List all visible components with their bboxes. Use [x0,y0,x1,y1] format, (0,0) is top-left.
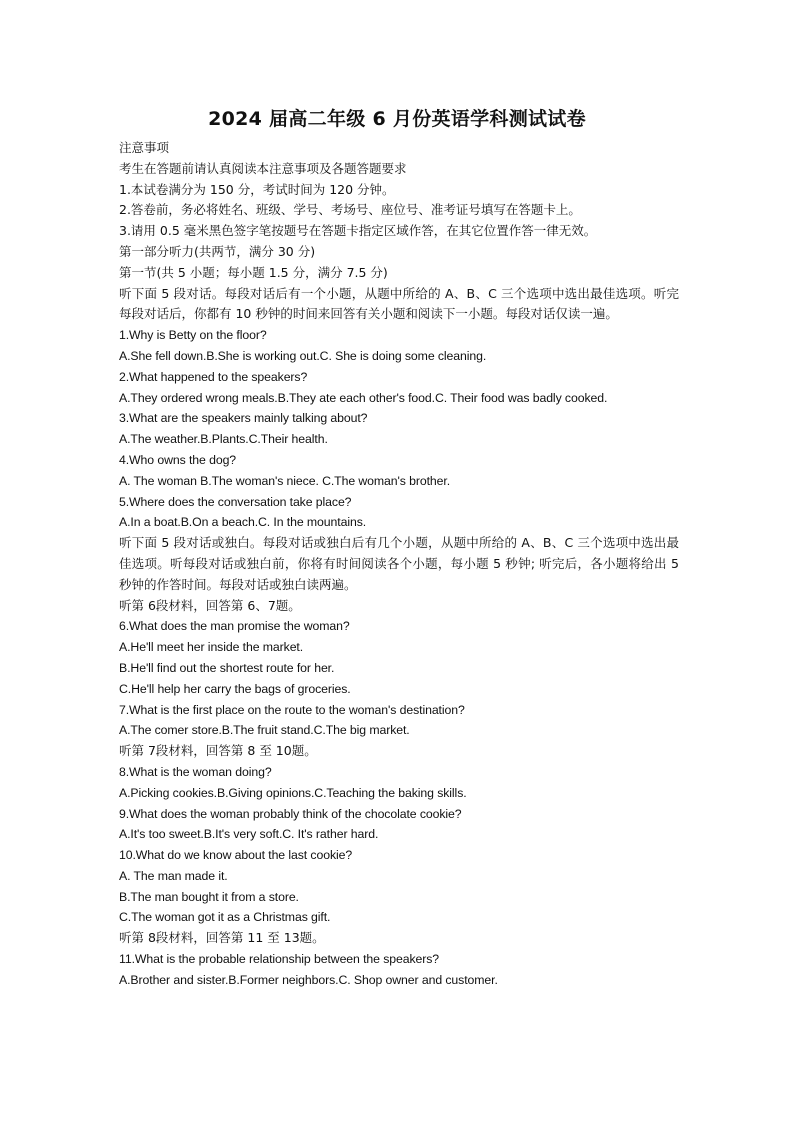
question-line: A.The comer store.B.The fruit stand.C.The big market. [119,723,410,738]
instruction-paragraph: 听下面 5 段对话。每段对话后有一个小题，从题中所给的 A、B、C 三个选项中选出最佳选项。听完每段对话后，你都有 10 秒钟的时间来回答有关小题和阅读下一小题。每段对话仅读一遍。 [119,285,679,322]
question-line: A.In a boat.B.On a beach.C. In the mountains. [119,515,367,530]
question-line: 10.What do we know about the last cookie? [119,848,353,863]
instruction-paragraph: 听下面 5 段对话或独白。每段对话或独白后有几个小题，从题中所给的 A、B、C 三个选项中选出最佳选项。听每段对话或独白前，你将有时间阅读各个小题，每小题 5 秒钟; 听完后，各小题将给出 5 秒钟的作答时间。每段对话或独白读两遍。 [119,535,679,592]
question-line: 5.Where does the conversation take place? [119,494,352,509]
question-line: 2.What happened to the speakers? [119,369,308,384]
question-line: A. The man made it. [119,868,228,883]
question-line: 7.What is the first place on the route to the woman's destination? [119,702,465,717]
question-line: 1.Why is Betty on the floor? [119,328,267,343]
question-line: A. The woman B.The woman's niece. C.The woman's brother. [119,473,451,488]
text-line: 注意事项 [119,140,170,155]
text-line: 1.本试卷满分为 150 分，考试时间为 120 分钟。 [119,181,395,197]
question-line: A.The weather.B.Plants.C.Their health. [119,432,328,447]
text-line: 3.请用 0.5 毫米黑色签字笔按题号在答题卡指定区域作答，在其它位置作答一律无效。 [119,223,597,239]
question-line: A.She fell down.B.She is working out.C. She is doing some cleaning. [119,348,487,363]
question-line: C.He'll help her carry the bags of groceries. [119,681,351,696]
question-line: A.They ordered wrong meals.B.They ate each other's food.C. Their food was badly cooked. [119,390,608,405]
question-line: A.Brother and sister.B.Former neighbors.C. Shop owner and customer. [119,972,498,987]
document-body [119,138,679,991]
page-title: 2024 届高二年级 6 月份英语学科测试试卷 [208,108,586,130]
question-line: A.He'll meet her inside the market. [119,640,304,655]
question-line: 8.What is the woman doing? [119,764,272,779]
text-line: 听第 7段材料，回答第 8 至 10题。 [119,743,317,759]
question-line: B.The man bought it from a store. [119,889,299,904]
question-line: 6.What does the man promise the woman? [119,619,350,634]
question-line: 3.What are the speakers mainly talking about? [119,411,368,426]
question-line: 4.Who owns the dog? [119,452,237,467]
text-line: 第一部分听力(共两节，满分 30 分) [119,243,316,259]
text-line: 听第 6段材料，回答第 6、7题。 [119,597,301,613]
question-line: A.It's too sweet.B.It's very soft.C. It's rather hard. [119,827,379,842]
question-line: A.Picking cookies.B.Giving opinions.C.Teaching the baking skills. [119,785,467,800]
question-line: 11.What is the probable relationship between the speakers? [119,952,440,967]
question-line: 9.What does the woman probably think of the chocolate cookie? [119,806,462,821]
text-line: 第一节(共 5 小题；每小题 1.5 分，满分 7.5 分) [119,264,388,280]
question-line: B.He'll find out the shortest route for her. [119,660,335,675]
text-line: 2.答卷前，务必将姓名、班级、学号、考场号、座位号、准考证号填写在答题卡上。 [119,202,581,218]
text-line: 听第 8段材料，回答第 11 至 13题。 [119,930,325,946]
question-line: C.The woman got it as a Christmas gift. [119,910,331,925]
text-line: 考生在答题前请认真阅读本注意事项及各题答题要求 [119,160,407,176]
